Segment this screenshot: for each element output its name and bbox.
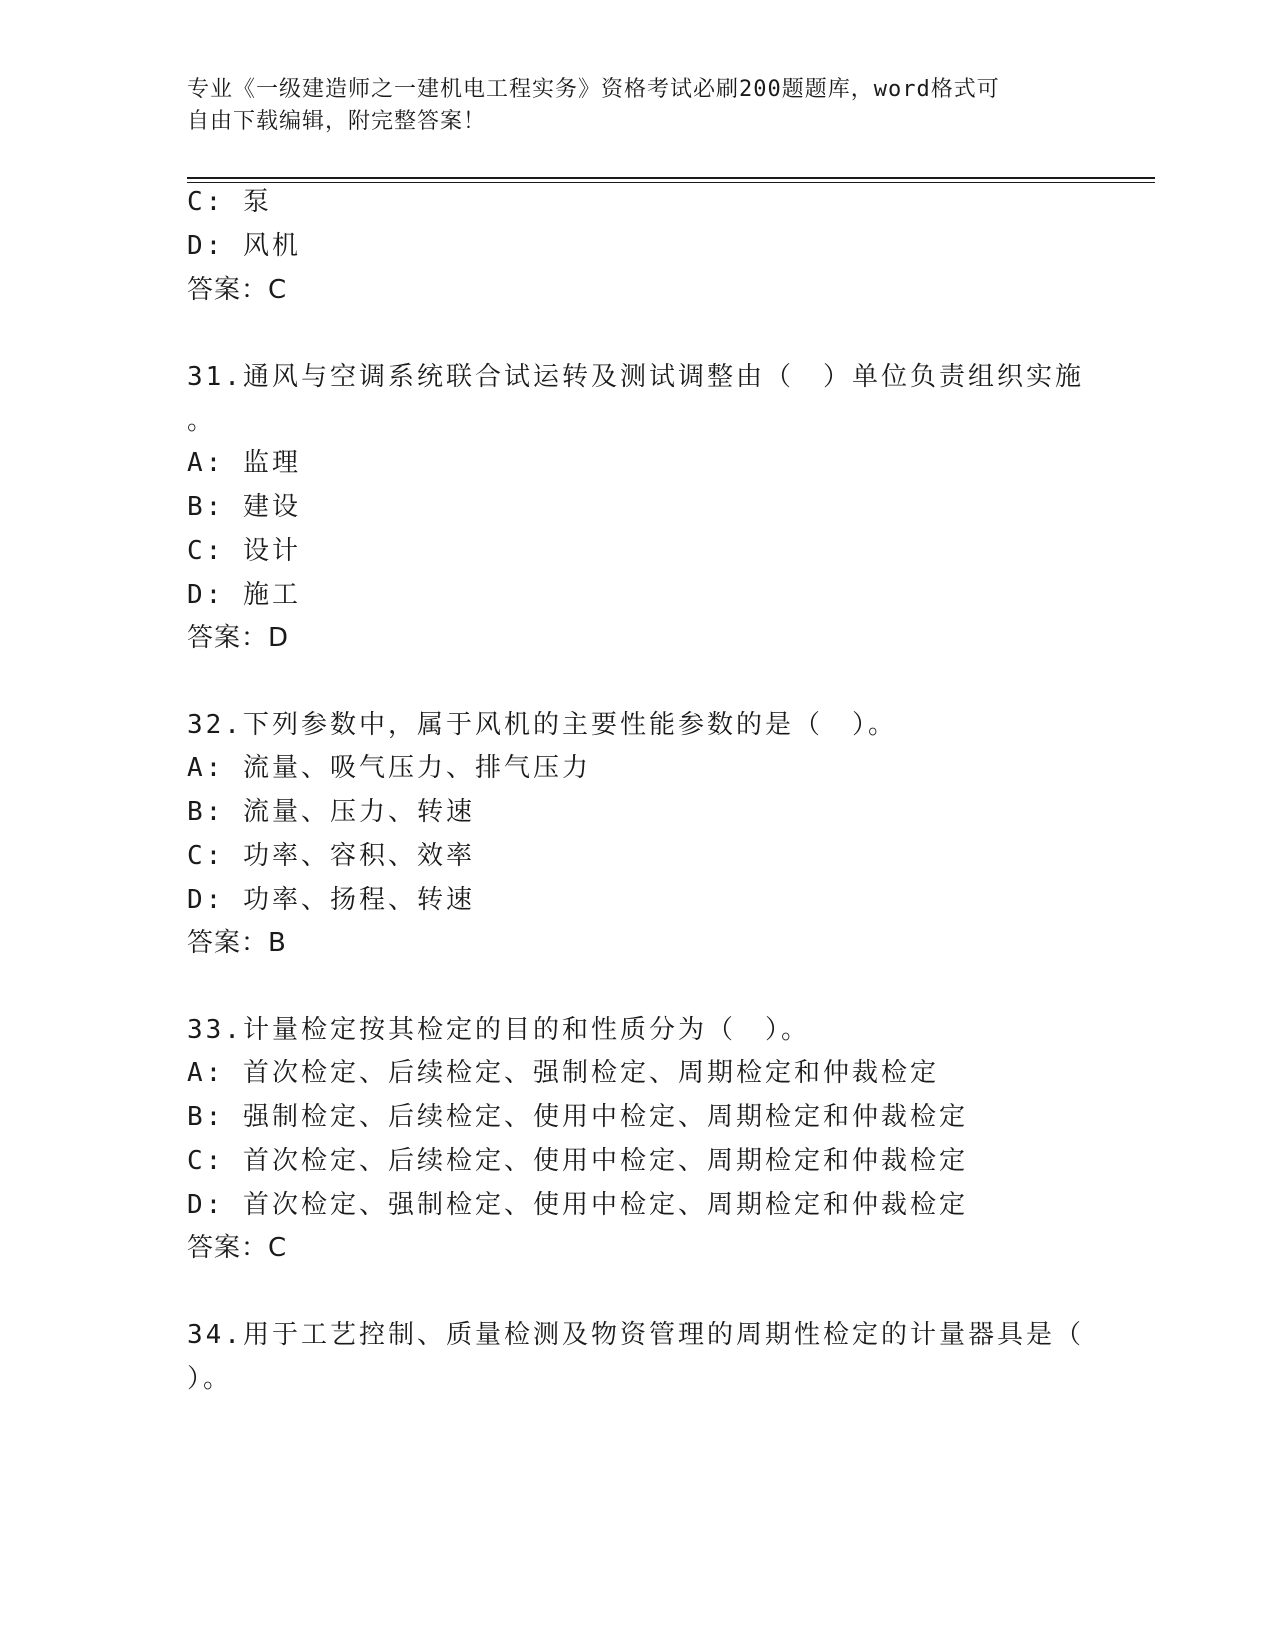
q31-stem-line-2: 。 <box>187 406 217 436</box>
q31-option-c: C: 设计 <box>187 536 301 566</box>
q33-option-a: A: 首次检定、后续检定、强制检定、周期检定和仲裁检定 <box>187 1058 939 1088</box>
q31-stem-line-1: 31.通风与空调系统联合试运转及测试调整由（ ）单位负责组织实施 <box>187 362 1084 392</box>
header-divider-thin <box>187 182 1155 183</box>
q31-option-d: D: 施工 <box>187 580 301 610</box>
q31-answer: 答案：D <box>187 623 290 653</box>
header-divider-thick <box>187 177 1155 179</box>
q30-option-c: C: 泵 <box>187 187 272 217</box>
q30-option-d: D: 风机 <box>187 231 301 261</box>
q34-stem-line-1: 34.用于工艺控制、质量检测及物资管理的周期性检定的计量器具是（ <box>187 1320 1084 1350</box>
q33-answer: 答案：C <box>187 1233 288 1263</box>
q31-option-b: B: 建设 <box>187 492 301 522</box>
document-header <box>187 74 1087 138</box>
q32-option-a: A: 流量、吸气压力、排气压力 <box>187 753 591 783</box>
q31-option-a: A: 监理 <box>187 448 301 478</box>
q32-option-d: D: 功率、扬程、转速 <box>187 885 475 915</box>
q32-option-b: B: 流量、压力、转速 <box>187 797 475 827</box>
q32-option-c: C: 功率、容积、效率 <box>187 841 475 871</box>
q33-option-c: C: 首次检定、后续检定、使用中检定、周期检定和仲裁检定 <box>187 1146 968 1176</box>
header-line-2: 自由下载编辑，附完整答案！ <box>187 109 487 134</box>
q34-stem-line-2: ）。 <box>187 1364 233 1394</box>
q32-stem: 32.下列参数中，属于风机的主要性能参数的是（ ）。 <box>187 710 897 740</box>
q30-answer: 答案：C <box>187 275 288 305</box>
q33-option-b: B: 强制检定、后续检定、使用中检定、周期检定和仲裁检定 <box>187 1102 968 1132</box>
header-line-1: 专业《一级建造师之一建机电工程实务》资格考试必刷200题题库，word格式可 <box>187 77 1000 102</box>
q32-answer: 答案：B <box>187 928 287 958</box>
q33-stem: 33.计量检定按其检定的目的和性质分为（ ）。 <box>187 1015 810 1045</box>
q33-option-d: D: 首次检定、强制检定、使用中检定、周期检定和仲裁检定 <box>187 1190 968 1220</box>
